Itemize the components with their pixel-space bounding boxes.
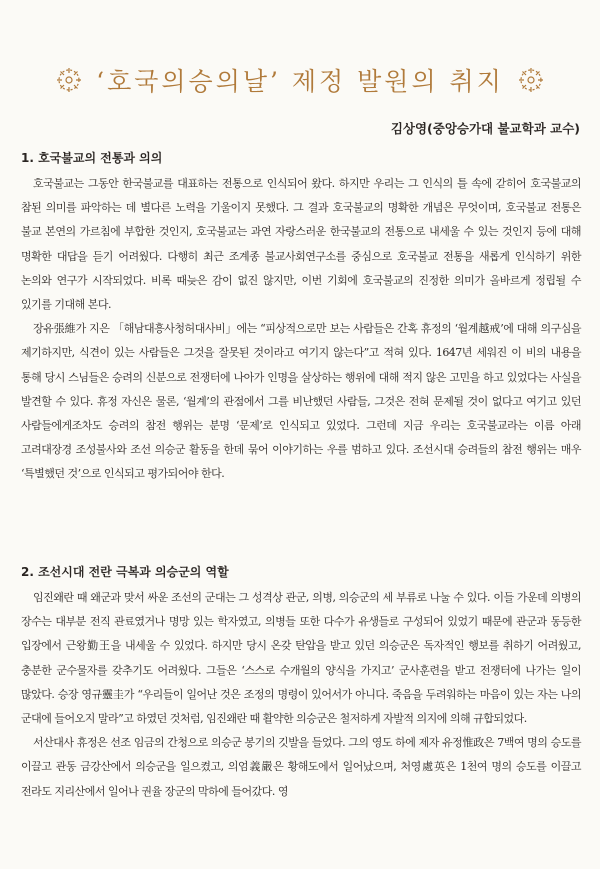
page-title: ‘호국의승의날’ 제정 발원의 취지 <box>96 67 504 96</box>
author-byline: 김상영(중앙승가대 불교학과 교수) <box>390 121 580 136</box>
lotus-ornament-icon <box>518 67 544 93</box>
paragraph: 장유張維가 지은 「해남대흥사청허대사비」에는 “피상적으로만 보는 사람들은 간혹 휴정의 ‘월계越戒’에 대해 의구심을 제기하지만, 식견이 있는 사람들은 그것을 잘못된 것이라고 여기지 않는다”고 적혀 있다. 1647년 세워진 이 비의 내용을 통해 당시 스님들은 승려의 신분으로 전쟁터에 나아가 인명을 살상하는 행위에 대해 적지 않은 고민을 하고 있었다는 사실을 발견할 수 있다. 휴정 자신은 물론, ‘월계’의 관점에서 그를 비난했던 사람들, 그것은 전혀 문제될 것이 없다고 여기고 있던 사람들에게조차도 승려의 참전 행위는 분명 ‘문제’로 인식되고 있었다. 그런데 지금 우리는 호국불교라는 이름 아래 고려대장경 조성불사와 조선 의승군 활동을 한데 묶어 이야기하는 우를 범하고 있다. 조선시대 승려들의 참전 행위는 매우 ‘특별했던 것’으로 인식되고 평가되어야 한다. <box>21 322 581 481</box>
section-heading: 1. 호국불교의 전통과 의의 <box>21 151 163 165</box>
paragraph: 호국불교는 그동안 한국불교를 대표하는 전통으로 인식되어 왔다. 하지만 우리는 그 인식의 틀 속에 갇히어 호국불교의 참된 의미를 파악하는 데 별다른 노력을 기울이지 못했다. 그 결과 호국불교의 명확한 개념은 무엇이며, 호국불교 전통은 불교 본연의 가르침에 부합한 것인지, 호국불교는 과연 자랑스러운 한국불교의 전통으로 내세울 수 있는 것인지 등에 대해 명확한 대답을 듣기 어려웠다. 다행히 최근 조계종 불교사회연구소를 중심으로 호국불교 전통을 새롭게 인식하기 위한 논의와 연구가 시작되었다. 비록 때늦은 감이 없진 않지만, 이번 기회에 호국불교의 진정한 의미가 올바르게 정립될 수 있기를 기대해 본다. <box>21 177 581 312</box>
section-heading: 2. 조선시대 전란 극복과 의승군의 역할 <box>21 565 229 579</box>
title-row <box>40 50 560 110</box>
paragraph: 임진왜란 때 왜군과 맞서 싸운 조선의 군대는 그 성격상 관군, 의병, 의승군의 세 부류로 나눌 수 있다. 이들 가운데 의병의 장수는 대부분 전직 관료였거나 명망 있는 학자였고, 의병들 또한 다수가 유생들로 구성되어 있었기 때문에 관군과 동등한 입장에서 근왕勤王을 내세울 수 있었다. 하지만 당시 온갖 탄압을 받고 있던 의승군은 독자적인 행보를 취하기 어려웠고, 충분한 군수물자를 갖추기도 어려웠다. 그들은 ‘스스로 수개월의 양식을 가지고’ 군사훈련을 받고 전쟁터에 나가는 일이 많았다. 승장 영규靈圭가 “우리들이 일어난 것은 조정의 명령이 있어서가 아니다. 죽음을 두려워하는 마음이 있는 자는 나의 군대에 들어오지 말라”고 하였던 것처럼, 임진왜란 때 활약한 의승군은 철저하게 자발적 의지에 의해 규합되었다. <box>21 591 581 726</box>
section-2 <box>21 562 581 804</box>
paragraph: 서산대사 휴정은 선조 임금의 간청으로 의승군 봉기의 깃발을 들었다. 그의 영도 하에 제자 유정惟政은 7백여 명의 승도를 이끌고 관동 금강산에서 의승군을 일으켰고, 의엄義嚴은 황해도에서 일어났으며, 처영處英은 1천여 명의 승도를 이끌고 전라도 지리산에서 일어나 권율 장군의 막하에 들어갔다. 영 <box>21 736 581 798</box>
lotus-ornament-icon <box>56 67 82 93</box>
section-1 <box>21 148 581 487</box>
